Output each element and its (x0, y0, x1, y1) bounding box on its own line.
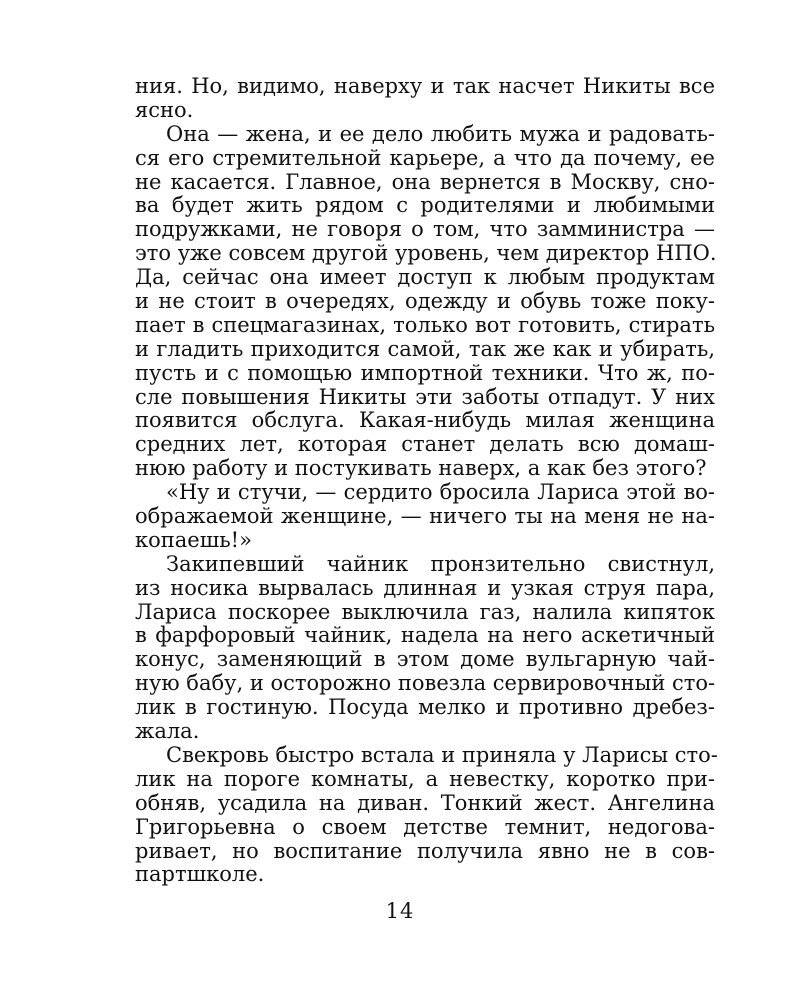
text-line: ся его стремительной карьере, а что да почему, ее (135, 145, 715, 170)
text-line: ную бабу, и осторожно повезла сервировочный сто- (135, 671, 716, 696)
text-line: ния. Но, видимо, наверху и так насчет Никиты все (135, 74, 715, 98)
text-line: Григорьевна о своем детстве темнит, недогова- (135, 814, 715, 839)
text-line: средних лет, которая станет делать всю домаш- (135, 432, 715, 457)
body-text (135, 74, 718, 887)
text-line: ривает, но воспитание получила явно не в сов- (135, 838, 715, 863)
page-number: 14 (385, 899, 415, 923)
text-line: партшколе. (135, 862, 265, 887)
text-line: и не стоит в очередях, одежду и обувь тоже поку- (135, 289, 715, 314)
text-line: Лариса поскорее выключила газ, налила кипяток (135, 599, 715, 624)
text-line: Закипевший чайник пронзительно свистнул, (166, 551, 715, 576)
text-line: появится обслуга. Какая-нибудь милая женщина (135, 408, 715, 433)
text-line: подружками, не говоря о том, что замминистра — (135, 217, 715, 242)
text-line: копаешь!» (135, 527, 252, 552)
text-line: Да, сейчас она имеет доступ к любым продуктам (135, 265, 715, 290)
text-line: это уже совсем другой уровень, чем директор НПО. (135, 241, 717, 266)
text-line: лик на пороге комнаты, а невестку, коротко при- (135, 766, 715, 791)
text-line: жала. (135, 719, 200, 744)
text-line: и гладить приходится самой, так же как и убирать, (135, 336, 715, 361)
text-line: пает в спецмагазинах, только вот готовить, стирать (135, 312, 715, 337)
text-line: конус, заменяющий в этом доме вульгарную чай- (135, 647, 715, 672)
text-line: нюю работу и постукивать наверх, а как без этого? (135, 456, 707, 481)
text-line: ясно. (135, 97, 194, 122)
text-line: ва будет жить рядом с родителями и любимыми (135, 193, 715, 218)
text-line: пусть и с помощью импортной техники. Что ж, по- (135, 360, 715, 385)
text-line: Свекровь быстро встала и приняла у Ларисы сто- (166, 742, 718, 767)
text-line: ображаемой женщине, — ничего ты на меня не на- (135, 504, 715, 529)
text-line: «Ну и стучи, — сердито бросила Лариса этой во- (166, 480, 715, 505)
text-line: из носика вырвалась длинная и узкая струя пара, (135, 575, 715, 600)
text-line: не касается. Главное, она вернется в Москву, сно- (135, 169, 715, 194)
text-line: обняв, усадила на диван. Тонкий жест. Ангелина (135, 790, 715, 815)
text-line: сле повышения Никиты эти заботы отпадут. У них (135, 384, 715, 409)
text-line: Она — жена, и ее дело любить мужа и радовать- (166, 121, 715, 146)
text-line: в фарфоровый чайник, надела на него аскетичный (135, 623, 715, 648)
text-line: лик в гостиную. Посуда мелко и противно дребез- (135, 695, 715, 720)
